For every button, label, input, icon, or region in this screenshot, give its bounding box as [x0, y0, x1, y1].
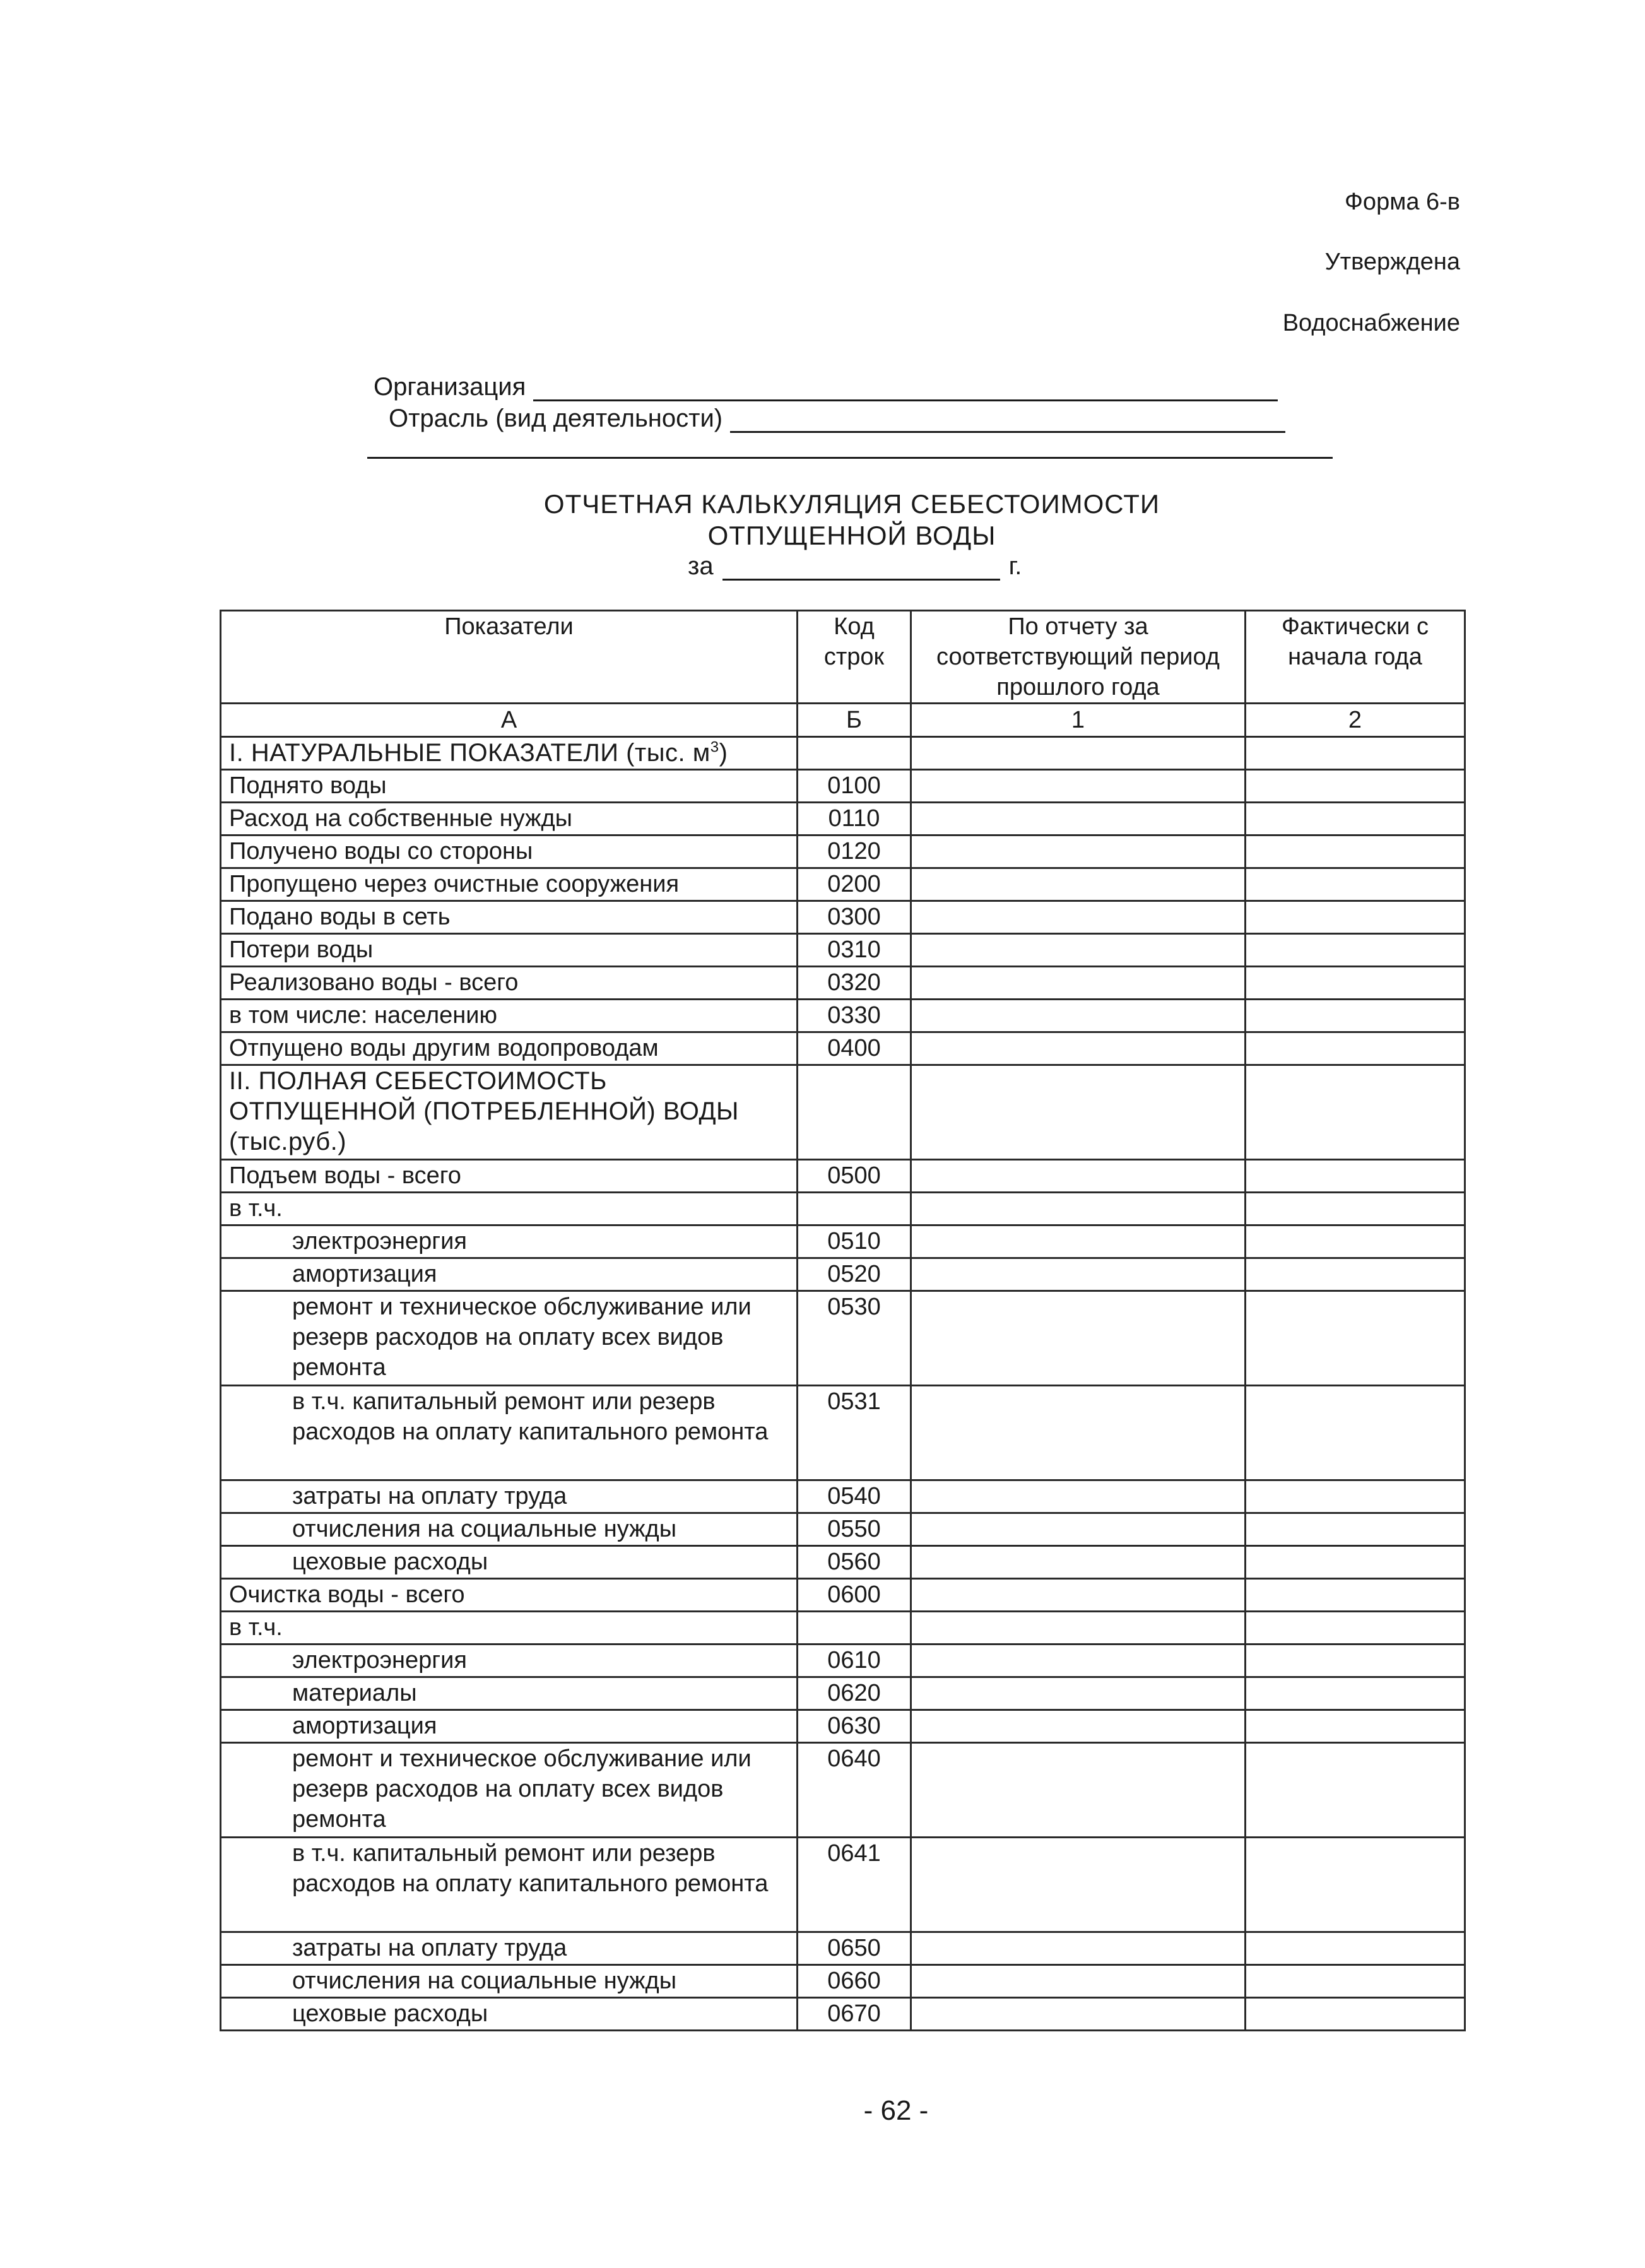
row-previous-value-cell[interactable] — [911, 1645, 1246, 1677]
row-current-value-cell[interactable] — [1246, 868, 1465, 901]
table-row — [221, 1998, 1465, 2031]
row-previous-value-cell[interactable] — [911, 1677, 1246, 1710]
table-header-row — [221, 611, 1465, 704]
period-suffix: г. — [1008, 552, 1022, 580]
row-code: 0120 — [798, 836, 911, 868]
form-number: Форма 6-в — [1345, 189, 1460, 215]
row-previous-value-cell[interactable] — [911, 868, 1246, 901]
row-previous-value-cell[interactable] — [911, 1546, 1246, 1579]
row-indicator-name: в т.ч. — [221, 1612, 798, 1645]
row-indicator-name: отчисления на социальные нужды — [221, 1965, 798, 1998]
row-previous-value-cell[interactable] — [911, 1193, 1246, 1226]
table-row — [221, 1065, 1465, 1160]
row-code: 0531 — [798, 1386, 911, 1480]
row-indicator-name: в т.ч. капитальный ремонт или резерв расходов на оплату капитального ремонта — [221, 1838, 798, 1932]
row-previous-value-cell[interactable] — [911, 1612, 1246, 1645]
table-row — [221, 737, 1465, 770]
row-current-value-cell[interactable] — [1246, 967, 1465, 1000]
row-previous-value-cell[interactable] — [911, 737, 1246, 770]
row-indicator-name: амортизация — [221, 1258, 798, 1291]
cost-calculation-table — [220, 610, 1466, 2031]
table-row — [221, 1612, 1465, 1645]
row-code — [798, 1065, 911, 1160]
row-previous-value-cell[interactable] — [911, 1743, 1246, 1838]
row-current-value-cell[interactable] — [1246, 1965, 1465, 1998]
period-blank[interactable] — [722, 555, 1000, 581]
row-previous-value-cell[interactable] — [911, 1386, 1246, 1480]
table-row — [221, 1291, 1465, 1386]
row-indicator-name: материалы — [221, 1677, 798, 1710]
row-previous-value-cell[interactable] — [911, 1032, 1246, 1065]
row-indicator-name: Очистка воды - всего — [221, 1579, 798, 1612]
row-indicator-name: I. НАТУРАЛЬНЫЕ ПОКАЗАТЕЛИ (тыс. $м^3$) — [221, 737, 798, 770]
table-row — [221, 901, 1465, 934]
industry-field — [389, 404, 1285, 433]
row-code: 0640 — [798, 1743, 911, 1838]
row-previous-value-cell[interactable] — [911, 836, 1246, 868]
row-current-value-cell[interactable] — [1246, 770, 1465, 803]
row-current-value-cell[interactable] — [1246, 1226, 1465, 1258]
row-indicator-name: Подано воды в сеть — [221, 901, 798, 934]
letter-2: 2 — [1246, 704, 1465, 737]
table-row — [221, 868, 1465, 901]
row-previous-value-cell[interactable] — [911, 1838, 1246, 1932]
row-code: 0100 — [798, 770, 911, 803]
row-code: 0500 — [798, 1160, 911, 1193]
separator-line — [367, 457, 1333, 459]
row-current-value-cell[interactable] — [1246, 803, 1465, 836]
row-indicator-name: затраты на оплату труда — [221, 1480, 798, 1513]
table-row — [221, 770, 1465, 803]
row-current-value-cell[interactable] — [1246, 1480, 1465, 1513]
header-current-period: Фактически с начала года — [1246, 611, 1465, 704]
row-code: 0641 — [798, 1838, 911, 1932]
row-previous-value-cell[interactable] — [911, 1480, 1246, 1513]
row-indicator-name: Отпущено воды другим водопроводам — [221, 1032, 798, 1065]
row-code: 0110 — [798, 803, 911, 836]
row-current-value-cell[interactable] — [1246, 1645, 1465, 1677]
row-code: 0530 — [798, 1291, 911, 1386]
industry-blank[interactable] — [730, 407, 1285, 433]
row-previous-value-cell[interactable] — [911, 1258, 1246, 1291]
header-indicators: Показатели — [221, 611, 798, 704]
row-indicator-name: электроэнергия — [221, 1226, 798, 1258]
row-previous-value-cell[interactable] — [911, 803, 1246, 836]
table-row — [221, 1579, 1465, 1612]
report-title-line-2: ОТПУЩЕННОЙ ВОДЫ — [707, 521, 996, 550]
period-prefix: за — [688, 552, 714, 580]
row-current-value-cell[interactable] — [1246, 737, 1465, 770]
row-indicator-name: в т.ч. — [221, 1193, 798, 1226]
table-row — [221, 1226, 1465, 1258]
row-previous-value-cell[interactable] — [911, 1226, 1246, 1258]
row-indicator-name: электроэнергия — [221, 1645, 798, 1677]
approval-status: Утверждена — [1324, 249, 1460, 275]
row-indicator-name: ремонт и техническое обслуживание или резерв расходов на оплату всех видов ремонта — [221, 1743, 798, 1838]
table-row — [221, 1480, 1465, 1513]
row-previous-value-cell[interactable] — [911, 934, 1246, 967]
page-number: - 62 - — [863, 2095, 929, 2126]
header-code: Код строк — [798, 611, 911, 704]
row-indicator-name: отчисления на социальные нужды — [221, 1513, 798, 1546]
row-current-value-cell[interactable] — [1246, 1513, 1465, 1546]
row-previous-value-cell[interactable] — [911, 1000, 1246, 1032]
row-code — [798, 1612, 911, 1645]
letter-b: Б — [798, 704, 911, 737]
table-row — [221, 1677, 1465, 1710]
row-code: 0550 — [798, 1513, 911, 1546]
header-previous-period: По отчету за соответствующий период прошлого года — [911, 611, 1246, 704]
row-previous-value-cell[interactable] — [911, 1579, 1246, 1612]
table-row — [221, 1386, 1465, 1480]
table-row — [221, 967, 1465, 1000]
row-code: 0200 — [798, 868, 911, 901]
row-current-value-cell[interactable] — [1246, 1612, 1465, 1645]
row-code: 0540 — [798, 1480, 911, 1513]
row-indicator-name: Получено воды со стороны — [221, 836, 798, 868]
table-row — [221, 1032, 1465, 1065]
row-code: 0630 — [798, 1710, 911, 1743]
table-letter-row — [221, 704, 1465, 737]
row-indicator-name: цеховые расходы — [221, 1998, 798, 2031]
row-indicator-name: Поднято воды — [221, 770, 798, 803]
row-code: 0300 — [798, 901, 911, 934]
row-indicator-name: затраты на оплату труда — [221, 1932, 798, 1965]
row-current-value-cell[interactable] — [1246, 1998, 1465, 2031]
row-code: 0310 — [798, 934, 911, 967]
row-indicator-name: в т.ч. капитальный ремонт или резерв расходов на оплату капитального ремонта — [221, 1386, 798, 1480]
row-indicator-name: цеховые расходы — [221, 1546, 798, 1579]
row-code: 0670 — [798, 1998, 911, 2031]
letter-1: 1 — [911, 704, 1246, 737]
row-current-value-cell[interactable] — [1246, 1743, 1465, 1838]
row-code: 0560 — [798, 1546, 911, 1579]
table-row — [221, 1838, 1465, 1932]
row-current-value-cell[interactable] — [1246, 1677, 1465, 1710]
row-current-value-cell[interactable] — [1246, 1291, 1465, 1386]
row-previous-value-cell[interactable] — [911, 770, 1246, 803]
row-code: 0600 — [798, 1579, 911, 1612]
row-previous-value-cell[interactable] — [911, 1065, 1246, 1160]
organization-field — [374, 372, 1278, 401]
table-row — [221, 934, 1465, 967]
organization-blank[interactable] — [533, 375, 1278, 401]
table-row — [221, 1513, 1465, 1546]
table-row — [221, 1710, 1465, 1743]
table-row — [221, 836, 1465, 868]
row-indicator-name: Расход на собственные нужды — [221, 803, 798, 836]
row-current-value-cell[interactable] — [1246, 836, 1465, 868]
row-code: 0330 — [798, 1000, 911, 1032]
table-row — [221, 1000, 1465, 1032]
row-current-value-cell[interactable] — [1246, 1160, 1465, 1193]
table-row — [221, 1743, 1465, 1838]
row-code: 0320 — [798, 967, 911, 1000]
row-indicator-name: II. ПОЛНАЯ СЕБЕСТОИМОСТЬ ОТПУЩЕННОЙ (ПОТРЕБЛЕННОЙ) ВОДЫ (тыс.руб.) — [221, 1065, 798, 1160]
table-row — [221, 1258, 1465, 1291]
row-code: 0650 — [798, 1932, 911, 1965]
industry-label: Отрасль (вид деятельности) — [389, 405, 723, 432]
row-indicator-name: амортизация — [221, 1710, 798, 1743]
row-code: 0610 — [798, 1645, 911, 1677]
row-previous-value-cell[interactable] — [911, 1932, 1246, 1965]
sector-label: Водоснабжение — [1282, 310, 1460, 336]
row-previous-value-cell[interactable] — [911, 1998, 1246, 2031]
row-current-value-cell[interactable] — [1246, 1065, 1465, 1160]
row-previous-value-cell[interactable] — [911, 1160, 1246, 1193]
table-row — [221, 803, 1465, 836]
row-current-value-cell[interactable] — [1246, 1838, 1465, 1932]
table-body — [221, 737, 1465, 2031]
row-previous-value-cell[interactable] — [911, 1710, 1246, 1743]
table-row — [221, 1193, 1465, 1226]
row-previous-value-cell[interactable] — [911, 1965, 1246, 1998]
row-previous-value-cell[interactable] — [911, 901, 1246, 934]
table-row — [221, 1932, 1465, 1965]
row-current-value-cell[interactable] — [1246, 901, 1465, 934]
row-previous-value-cell[interactable] — [911, 1291, 1246, 1386]
row-previous-value-cell[interactable] — [911, 1513, 1246, 1546]
row-indicator-name: в том числе: населению — [221, 1000, 798, 1032]
row-indicator-name: ремонт и техническое обслуживание или резерв расходов на оплату всех видов ремонта — [221, 1291, 798, 1386]
table-row — [221, 1160, 1465, 1193]
letter-a: А — [221, 704, 798, 737]
row-indicator-name: Пропущено через очистные сооружения — [221, 868, 798, 901]
table-row — [221, 1645, 1465, 1677]
table-row — [221, 1546, 1465, 1579]
row-current-value-cell[interactable] — [1246, 934, 1465, 967]
period-field — [688, 552, 1022, 581]
row-current-value-cell[interactable] — [1246, 1000, 1465, 1032]
row-current-value-cell[interactable] — [1246, 1032, 1465, 1065]
row-current-value-cell[interactable] — [1246, 1258, 1465, 1291]
organization-label: Организация — [374, 373, 526, 401]
row-current-value-cell[interactable] — [1246, 1546, 1465, 1579]
row-code — [798, 1193, 911, 1226]
row-code: 0620 — [798, 1677, 911, 1710]
row-current-value-cell[interactable] — [1246, 1710, 1465, 1743]
row-code: 0510 — [798, 1226, 911, 1258]
row-indicator-name: Реализовано воды - всего — [221, 967, 798, 1000]
report-title-line-1: ОТЧЕТНАЯ КАЛЬКУЛЯЦИЯ СЕБЕСТОИМОСТИ — [543, 489, 1160, 519]
table-row — [221, 1965, 1465, 1998]
row-code: 0400 — [798, 1032, 911, 1065]
row-indicator-name: Потери воды — [221, 934, 798, 967]
row-current-value-cell[interactable] — [1246, 1932, 1465, 1965]
row-code: 0660 — [798, 1965, 911, 1998]
row-code: 0520 — [798, 1258, 911, 1291]
row-current-value-cell[interactable] — [1246, 1193, 1465, 1226]
row-indicator-name: Подъем воды - всего — [221, 1160, 798, 1193]
row-code — [798, 737, 911, 770]
row-current-value-cell[interactable] — [1246, 1579, 1465, 1612]
row-previous-value-cell[interactable] — [911, 967, 1246, 1000]
row-current-value-cell[interactable] — [1246, 1386, 1465, 1480]
